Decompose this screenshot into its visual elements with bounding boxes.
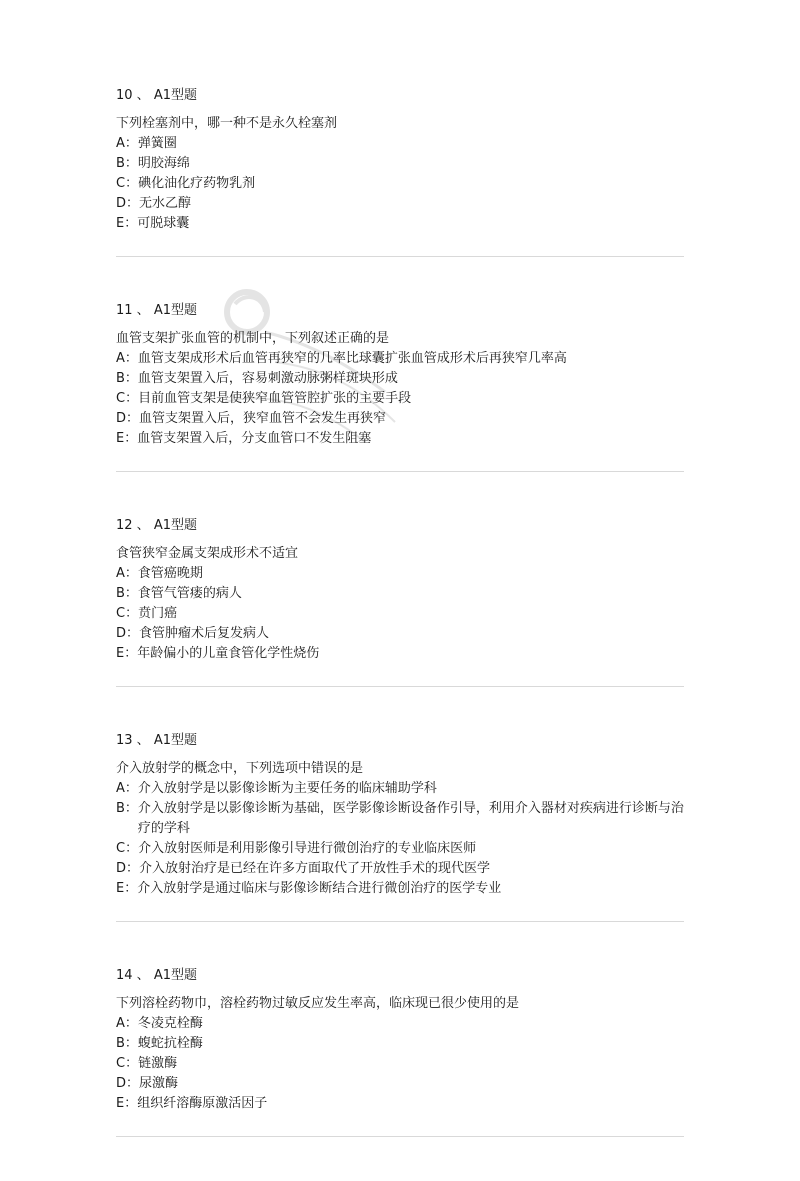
divider: [116, 471, 684, 472]
option-a: [116, 349, 684, 369]
option-text: 介入放射学是以影像诊断为主要任务的临床辅助学科: [137, 781, 437, 796]
question-header: [116, 301, 684, 321]
question-number: 10 、: [116, 88, 150, 103]
question-header: [116, 966, 684, 986]
option-letter: D：: [116, 861, 140, 876]
question-stem: 血管支架扩张血管的机制中，下列叙述正确的是: [116, 331, 390, 346]
divider: [116, 256, 684, 257]
option-text: 弹簧圈: [137, 136, 177, 151]
question-type: A1型题: [153, 968, 197, 983]
option-letter: E：: [116, 1096, 138, 1111]
option-letter: C：: [116, 176, 139, 191]
option-text: 尿激酶: [139, 1076, 179, 1091]
option-text: 组织纤溶酶原激活因子: [137, 1096, 268, 1111]
option-text: 可脱球囊: [137, 216, 190, 231]
question-number: 13 、: [116, 733, 150, 748]
option-b: [116, 369, 684, 389]
option-text: 食管癌晚期: [137, 566, 203, 581]
question-type: A1型题: [153, 518, 197, 533]
option-letter: E：: [116, 431, 138, 446]
option-letter: E：: [116, 881, 138, 896]
question-11: [116, 301, 684, 472]
question-10: [116, 86, 684, 257]
option-b: [116, 584, 684, 604]
option-letter: B：: [116, 1036, 138, 1051]
question-type: A1型题: [153, 303, 197, 318]
option-letter: E：: [116, 646, 138, 661]
option-text: 血管支架置入后，容易刺激动脉粥样斑块形成: [137, 371, 398, 386]
divider: [116, 1136, 684, 1137]
option-text: 血管支架置入后，狭窄血管不会发生再狭窄: [139, 411, 387, 426]
option-d: [116, 1074, 684, 1094]
option-b: [116, 799, 684, 839]
option-e: [116, 879, 684, 899]
question-number: 11 、: [116, 303, 150, 318]
option-letter: B：: [116, 586, 138, 601]
question-14: [116, 966, 684, 1137]
option-d: [116, 624, 684, 644]
option-text: 食管气管瘘的病人: [137, 586, 242, 601]
option-letter: B：: [116, 156, 138, 171]
option-text: 介入放射学是通过临床与影像诊断结合进行微创治疗的医学专业: [137, 881, 502, 896]
option-text: 冬凌克栓酶: [137, 1016, 203, 1031]
option-letter: E：: [116, 216, 138, 231]
option-e: [116, 214, 684, 234]
option-c: [116, 1054, 684, 1074]
option-letter: D：: [116, 411, 140, 426]
option-c: [116, 389, 684, 409]
option-text: 血管支架成形术后血管再狭窄的几率比球囊扩张血管成形术后再狭窄几率高: [137, 351, 567, 366]
option-b: [116, 1034, 684, 1054]
option-c: [116, 839, 684, 859]
option-text: 介入放射医师是利用影像引导进行微创治疗的专业临床医师: [138, 841, 477, 856]
option-e: [116, 1094, 684, 1114]
option-letter: D：: [116, 626, 140, 641]
option-text: 介入放射学是以影像诊断为基础，医学影像诊断设备作引导，利用介入器材对疾病进行诊断与治疗的学科: [137, 801, 684, 836]
option-a: [116, 134, 684, 154]
question-number: 12 、: [116, 518, 150, 533]
question-12: [116, 516, 684, 687]
question-header: [116, 731, 684, 751]
option-d: [116, 194, 684, 214]
option-letter: B：: [116, 371, 138, 386]
question-header: [116, 86, 684, 106]
option-d: [116, 859, 684, 879]
question-stem: 下列溶栓药物巾，溶栓药物过敏反应发生率高，临床现已很少使用的是: [116, 996, 520, 1011]
option-e: [116, 429, 684, 449]
option-a: [116, 564, 684, 584]
divider: [116, 686, 684, 687]
option-letter: C：: [116, 1056, 139, 1071]
option-letter: A：: [116, 136, 138, 151]
option-text: 链激酶: [138, 1056, 178, 1071]
option-text: 目前血管支架是使狭窄血管管腔扩张的主要手段: [138, 391, 412, 406]
option-letter: B：: [116, 801, 138, 816]
option-text: 血管支架置入后，分支血管口不发生阻塞: [137, 431, 372, 446]
option-c: [116, 604, 684, 624]
option-a: [116, 1014, 684, 1034]
question-stem: 下列栓塞剂中，哪一种不是永久栓塞剂: [116, 116, 338, 131]
option-letter: A：: [116, 351, 138, 366]
divider: [116, 921, 684, 922]
option-letter: A：: [116, 1016, 138, 1031]
option-text: 年龄偏小的儿童食管化学性烧伤: [137, 646, 320, 661]
question-13: [116, 731, 684, 922]
option-text: 食管肿瘤术后复发病人: [139, 626, 270, 641]
option-text: 贲门癌: [138, 606, 178, 621]
option-d: [116, 409, 684, 429]
option-letter: C：: [116, 841, 139, 856]
question-type: A1型题: [153, 88, 197, 103]
option-text: 明胶海绵: [137, 156, 190, 171]
option-text: 碘化油化疗药物乳剂: [138, 176, 256, 191]
option-letter: A：: [116, 781, 138, 796]
option-text: 无水乙醇: [139, 196, 192, 211]
option-text: 蝮蛇抗栓酶: [137, 1036, 203, 1051]
option-c: [116, 174, 684, 194]
option-letter: A：: [116, 566, 138, 581]
question-stem: 食管狭窄金属支架成形术不适宜: [116, 546, 299, 561]
option-letter: D：: [116, 196, 140, 211]
option-letter: C：: [116, 606, 139, 621]
option-letter: C：: [116, 391, 139, 406]
question-stem: 介入放射学的概念中，下列选项中错误的是: [116, 761, 364, 776]
question-number: 14 、: [116, 968, 150, 983]
question-header: [116, 516, 684, 536]
option-text: 介入放射治疗是已经在许多方面取代了开放性手术的现代医学: [139, 861, 491, 876]
question-list: [116, 86, 684, 1181]
option-e: [116, 644, 684, 664]
question-type: A1型题: [153, 733, 197, 748]
option-letter: D：: [116, 1076, 140, 1091]
option-a: [116, 779, 684, 799]
option-b: [116, 154, 684, 174]
